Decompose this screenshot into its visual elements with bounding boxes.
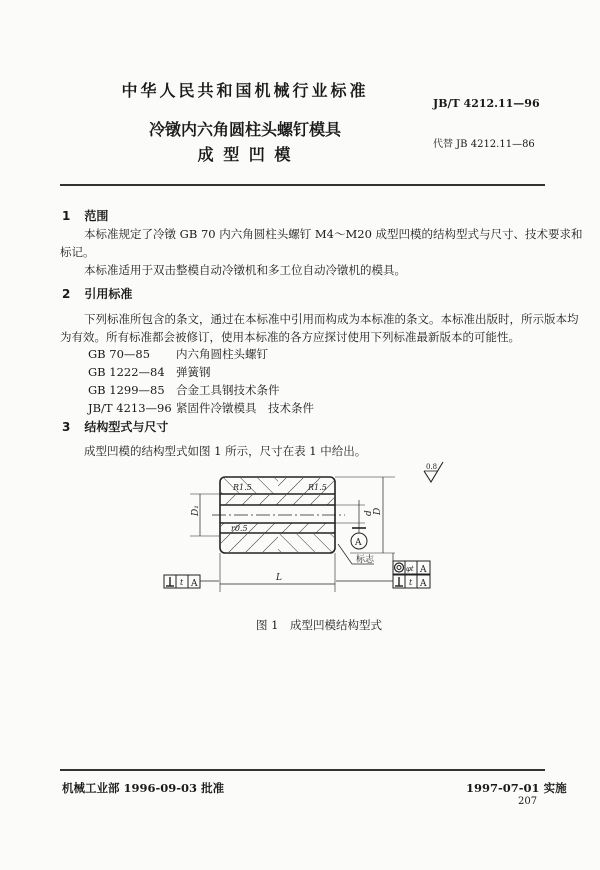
section-2-para-cont: 为有效。所有标准都会被修订，使用本标准的各方应探讨使用下列标准最新版本的可能性。 xyxy=(60,330,520,344)
reference-item: GB 1299—85 合金工具钢技术条件 xyxy=(88,383,280,397)
section-1-para-cont: 标记。 xyxy=(60,245,95,259)
replaces-standard: 代替 JB 4212.11—86 xyxy=(433,139,535,150)
svg-text:t: t xyxy=(180,578,184,587)
svg-text:A: A xyxy=(420,565,427,575)
section-3-para: 成型凹模的结构型式如图 1 所示，尺寸在表 1 中给出。 xyxy=(84,444,367,458)
section-2-heading: 2 引用标准 xyxy=(62,287,133,301)
svg-text:R1.5: R1.5 xyxy=(233,483,252,492)
approval-date: 机械工业部 1996-09-03 批准 xyxy=(62,781,225,795)
svg-text:d: d xyxy=(364,510,374,516)
reference-item: GB 70—85 内六角圆柱头螺钉 xyxy=(88,347,268,361)
svg-text:r0.5: r0.5 xyxy=(231,524,248,533)
title-line-2: 成 型 凹 模 xyxy=(197,145,293,164)
page-number: 207 xyxy=(518,796,538,807)
svg-text:R1.5: R1.5 xyxy=(308,483,327,492)
figure-caption: 图 1 成型凹模结构型式 xyxy=(256,618,382,632)
section-1-para-2: 本标准适用于双击整模自动冷镦机和多工位自动冷镦机的模具。 xyxy=(84,263,406,277)
svg-text:D₁: D₁ xyxy=(191,505,201,516)
svg-text:D: D xyxy=(373,507,383,515)
reference-item: JB/T 4213—96 紧固件冷镦模具 技术条件 xyxy=(88,401,314,415)
section-1-heading: 1 范围 xyxy=(62,209,109,223)
svg-text:0.8: 0.8 xyxy=(426,463,438,471)
svg-text:φt: φt xyxy=(406,565,414,573)
svg-text:A: A xyxy=(420,579,427,589)
svg-text:A: A xyxy=(355,538,362,548)
section-2-para: 下列标准所包含的条文，通过在本标准中引用而构成为本标准的条文。本标准出版时，所示版本均 xyxy=(84,312,579,326)
svg-text:L: L xyxy=(276,573,282,583)
svg-text:A: A xyxy=(191,579,198,589)
section-1-para: 本标准规定了冷镦 GB 70 内六角圆柱头螺钉 M4～M20 成型凹模的结构型式与尺寸、技术要求和 xyxy=(84,227,583,241)
standard-number: JB/T 4212.11—96 xyxy=(433,97,540,110)
title-line-1: 冷镦内六角圆柱头螺钉模具 xyxy=(148,120,341,139)
svg-text:标志: 标志 xyxy=(356,555,375,565)
reference-item: GB 1222—84 弹簧钢 xyxy=(88,365,211,379)
issuing-org: 中华人民共和国机械行业标准 xyxy=(121,81,369,100)
section-3-heading: 3 结构型式与尺寸 xyxy=(62,420,169,434)
footer-rule xyxy=(60,769,545,771)
svg-text:t: t xyxy=(409,578,413,587)
effective-date: 1997-07-01 实施 xyxy=(466,781,567,795)
